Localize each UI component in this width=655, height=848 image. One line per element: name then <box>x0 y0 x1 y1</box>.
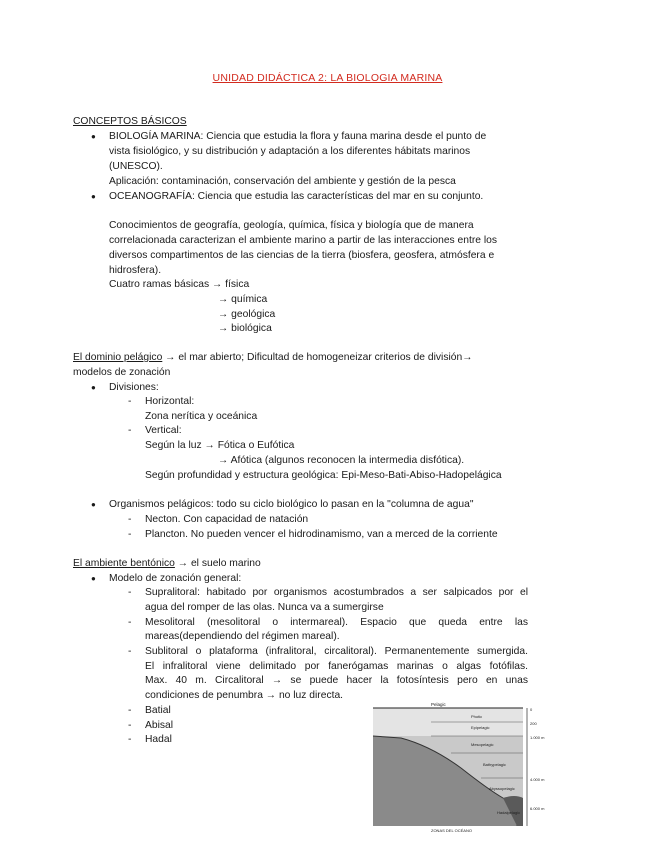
biologia-line-1: BIOLOGÍA MARINA: Ciencia que estudia la flora y fauna marina desde el punto de <box>109 131 487 142</box>
bullet-icon: ● <box>91 500 96 509</box>
dash-icon: - <box>128 529 132 540</box>
dash-icon: - <box>128 425 132 436</box>
label-epipelagic: Epipelagic <box>471 725 490 730</box>
horizontal-detail: Zona nerítica y oceánica <box>145 411 258 422</box>
diagram-caption: ZONAS DEL OCÉANO <box>431 828 472 833</box>
biologia-line-2: vista fisiológico, y su distribución y adaptación a los diferentes hábitats marinos <box>109 146 471 157</box>
bentonico-heading: El ambiente bentónico <box>73 558 175 569</box>
label-bathypelagic: Bathypelagic <box>483 762 506 767</box>
abisal-label: Abisal <box>145 720 174 731</box>
ramas-line-3: → geológica <box>218 309 276 320</box>
divisiones-label: Divisiones: <box>109 382 159 393</box>
pelagico-line-2: modelos de zonación <box>73 367 171 378</box>
document-title: UNIDAD DIDÁCTICA 2: LA BIOLOGIA MARINA <box>212 72 443 84</box>
pelagico-heading-line <box>73 351 473 364</box>
vertical-profundidad: Según profundidad y estructura geológica: Epi-Meso-Bati-Abiso-Hadopelágica <box>145 470 502 481</box>
dash-icon: - <box>128 514 132 525</box>
dash-icon: - <box>128 646 132 657</box>
bullet-icon: ● <box>91 574 96 583</box>
organismos-line: Organismos pelágicos: todo su ciclo biológico lo pasan en la "columna de agua" <box>109 499 474 510</box>
modelo-label: Modelo de zonación general: <box>109 573 242 584</box>
pelagico-heading: El dominio pelágico <box>73 352 163 363</box>
pelagico-heading-rest: → el mar abierto; Dificultad de homogeneizar criterios de división→ <box>165 352 473 363</box>
hadal-label: Hadal <box>145 734 172 745</box>
label-abyssopelagic: Abyssopelagic <box>489 786 515 791</box>
ocean-zones-diagram <box>371 698 559 834</box>
conceptos-heading: CONCEPTOS BÁSICOS <box>73 116 187 127</box>
ramas-line-4: → biológica <box>218 323 272 334</box>
label-mesopelagic: Mesopelagic <box>471 742 494 747</box>
ramas-line-1: Cuatro ramas básicas → física <box>109 279 250 290</box>
label-pelagic: Pelagic <box>431 702 446 707</box>
depth-6000: 6.000 m <box>530 806 545 811</box>
conocimientos-line-1: Conocimientos de geografía, geología, química, física y biología que de manera <box>109 220 474 231</box>
sublitoral-line-2: El infralitoral viene delimitado por fanerógamas marinas o algas fotófilas. <box>145 661 528 672</box>
dash-icon: - <box>128 396 132 407</box>
plancton-line: Plancton. No pueden vencer el hidrodinamismo, van a merced de la corriente <box>145 529 498 540</box>
dash-icon: - <box>128 587 132 598</box>
vertical-luz: Según la luz → Fótica o Eufótica <box>145 440 295 451</box>
sublitoral-line-1: Sublitoral o plataforma (infralitoral, circalitoral). Permanentemente sumergida. <box>145 646 528 657</box>
vertical-afotica: → Afótica (algunos reconocen la intermedia disfótica). <box>218 455 465 466</box>
oceanografia-line: OCEANOGRAFÍA: Ciencia que estudia las características del mar en su conjunto. <box>109 191 484 202</box>
dash-icon: - <box>128 734 132 745</box>
conocimientos-line-3: diversos compartimentos de las ciencias de la tierra (biosfera, geosfera, atmósfera e <box>109 250 495 261</box>
biologia-line-3: (UNESCO). <box>109 161 163 172</box>
biologia-line-4: Aplicación: contaminación, conservación del ambiente y gestión de la pesca <box>109 176 456 187</box>
conocimientos-line-4: hidrosfera). <box>109 265 162 276</box>
vertical-label: Vertical: <box>145 425 182 436</box>
mesolitoral-line-2: mareas(dependiendo del régimen mareal). <box>145 631 340 642</box>
ramas-line-2: → química <box>218 294 268 305</box>
supralitoral-line-1: Supralitoral: habitado por organismos acostumbrados a ser salpicados por el <box>145 587 528 598</box>
bentonico-heading-line <box>73 557 261 570</box>
bentonico-heading-rest: → el suelo marino <box>177 558 261 569</box>
depth-0: 0 <box>530 707 533 712</box>
conocimientos-line-2: correlacionada caracterizan el ambiente marino a partir de las interacciones entre los <box>109 235 498 246</box>
bullet-icon: ● <box>91 383 96 392</box>
supralitoral-line-2: agua del romper de las olas. Nunca va a sumergirse <box>145 602 384 613</box>
depth-1000: 1.000 m <box>530 735 545 740</box>
necton-line: Necton. Con capacidad de natación <box>145 514 309 525</box>
depth-200: 200 <box>530 721 537 726</box>
bullet-icon: ● <box>91 192 96 201</box>
depth-4000: 4.000 m <box>530 777 545 782</box>
batial-label: Batial <box>145 705 171 716</box>
dash-icon: - <box>128 617 132 628</box>
bullet-icon: ● <box>91 132 96 141</box>
label-hadalpelagic: Hadalpelagic <box>497 810 521 815</box>
sublitoral-line-4: condiciones de penumbra → no luz directa. <box>145 690 344 701</box>
mesolitoral-line-1: Mesolitoral (mesolitoral o intermareal). Espacio que queda entre las <box>145 617 528 628</box>
label-photic: Photic <box>471 714 483 719</box>
dash-icon: - <box>128 720 132 731</box>
sublitoral-line-3: Max. 40 m. Circalitoral → se puede hacer la fotosíntesis pero en unas <box>145 675 528 686</box>
dash-icon: - <box>128 705 132 716</box>
horizontal-label: Horizontal: <box>145 396 195 407</box>
